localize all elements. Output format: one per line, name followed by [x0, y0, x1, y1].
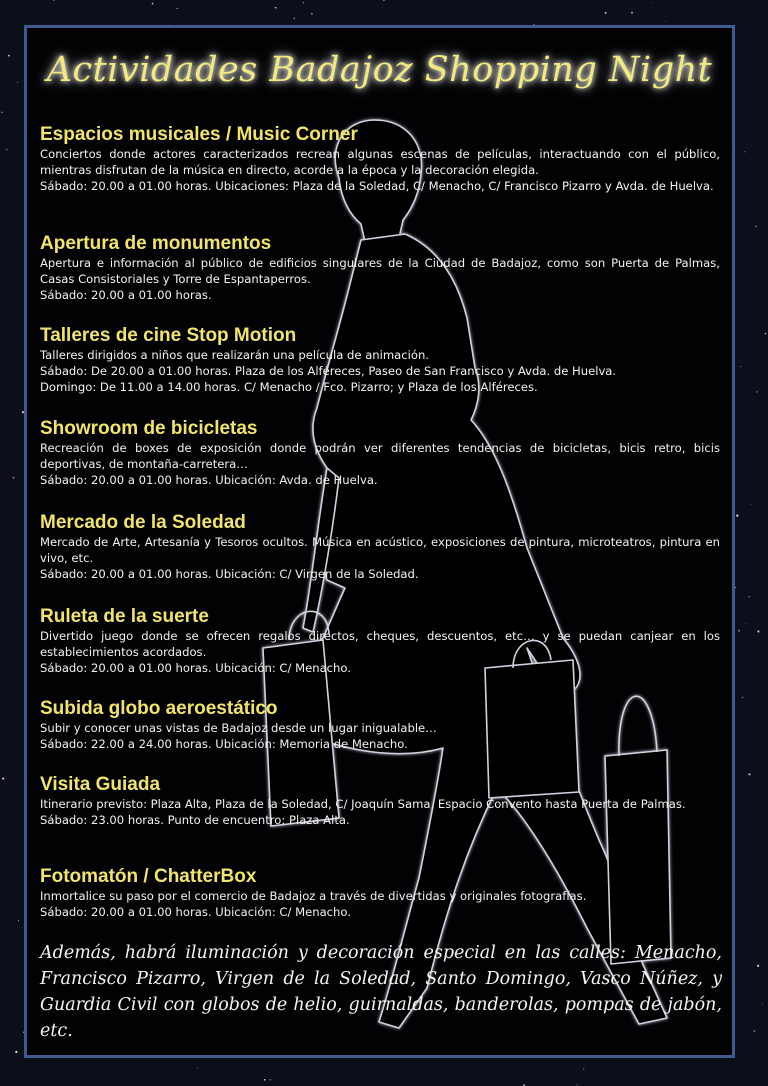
section-schedule: Sábado: 23.00 horas. Punto de encuentro: Plaza Alta. [40, 813, 350, 827]
section-mercado-soledad [40, 512, 720, 582]
poster-title: Actividades Badajoz Shopping Night [46, 50, 713, 90]
section-heading: Visita Guiada [40, 774, 161, 795]
section-description: Mercado de Arte, Artesanía y Tesoros ocultos. Música en acústico, exposiciones de pintura, microteatros, pintura en vivo, etc. [40, 535, 720, 565]
star-dot [6, 149, 8, 151]
section-heading: Showroom de bicicletas [40, 418, 258, 439]
footer-note: Además, habrá iluminación y decoración especial en las calles: Menacho, Francisco Pizarro, Virgen de la Soledad, Santo Domingo, Vasco Núñez, y Guardia Civil con globos de helio, guirnaldas, banderolas, pompas de jabón, etc. [40, 943, 722, 1041]
star-dot [18, 920, 19, 921]
star-dot [311, 13, 313, 15]
star-dot [605, 12, 607, 14]
star-dot [53, 0, 54, 1]
poster-frame [24, 25, 735, 1058]
section-music-corner [40, 124, 720, 194]
star-dot [757, 965, 759, 967]
star-dot [755, 226, 757, 228]
section-description: Subir y conocer unas vistas de Badajoz desde un lugar inigualable… [40, 721, 437, 735]
star-dot [264, 1079, 266, 1081]
section-heading: Fotomatón / ChatterBox [40, 866, 257, 887]
section-description: Talleres dirigidos a niños que realizarán una película de animación. [40, 348, 430, 362]
section-heading: Subida globo aeroestático [40, 698, 278, 719]
section-showroom-bicicletas [40, 418, 720, 488]
star-dot [742, 696, 744, 698]
section-schedule: Sábado: 20.00 a 01.00 horas. Ubicación: C/ Menacho. [40, 661, 351, 675]
star-dot [583, 1068, 584, 1069]
section-globo-aeroestatico [40, 698, 720, 752]
section-ruleta-suerte [40, 606, 720, 676]
section-description: Itinerario previsto: Plaza Alta, Plaza de la Soledad, C/ Joaquín Sama, Espacio Convento hasta Puerta de Palmas. [40, 797, 686, 811]
section-heading: Apertura de monumentos [40, 233, 272, 254]
star-dot [762, 1004, 763, 1005]
star-dot [176, 8, 177, 9]
section-schedule: Sábado: De 20.00 a 01.00 horas. Plaza de los Alféreces, Paseo de San Francisco y Avda. de Huelva. [40, 364, 617, 378]
star-dot [753, 1030, 755, 1032]
section-description: Recreación de boxes de exposición donde podrán ver diferentes tendencias de bicicletas, bicis retro, bicis deportivas, de montaña-carretera… [40, 441, 720, 471]
star-dot [653, 2, 654, 3]
star-dot [17, 82, 18, 83]
star-dot [576, 1084, 577, 1085]
star-dot [757, 322, 758, 323]
star-dot [749, 596, 750, 597]
section-visita-guiada [40, 774, 720, 828]
star-dot [13, 477, 15, 479]
section-heading: Talleres de cine Stop Motion [40, 325, 297, 346]
section-monumentos [40, 233, 720, 303]
section-description: Conciertos donde actores caracterizados recrean algunas escenas de películas, interactuando con el público, mientras disfrutan de la música en directo, acorde a la época y la decoración elegida. [40, 147, 720, 177]
section-schedule: Sábado: 20.00 a 01.00 horas. Ubicación: Avda. de Huelva. [40, 473, 378, 487]
star-dot [666, 21, 667, 22]
section-fotomaton [40, 866, 720, 920]
section-heading: Ruleta de la suerte [40, 606, 209, 627]
star-dot [631, 12, 633, 14]
star-dot [197, 1068, 198, 1069]
star-dot [383, 0, 385, 1]
section-description: Inmortalice su paso por el comercio de Badajoz a través de divertidas y originales fotografías. [40, 889, 587, 903]
star-dot [2, 777, 4, 779]
section-heading: Espacios musicales / Music Corner [40, 124, 358, 145]
star-dot [303, 2, 305, 4]
star-dot [746, 623, 747, 624]
section-heading: Mercado de la Soledad [40, 512, 246, 533]
star-dot [744, 151, 745, 152]
star-dot [738, 630, 740, 632]
star-dot [8, 55, 10, 57]
star-dot [270, 1079, 272, 1081]
star-dot [748, 773, 750, 775]
section-stop-motion [40, 325, 720, 395]
section-schedule: Sábado: 20.00 a 01.00 horas. [40, 288, 212, 302]
star-dot [750, 504, 751, 505]
section-schedule-sunday: Domingo: De 11.00 a 14.00 horas. C/ Menacho / Fco. Pizarro; y Plaza de los Alféreces. [40, 380, 538, 394]
star-dot [152, 3, 154, 5]
star-dot [756, 391, 757, 392]
star-dot [740, 366, 741, 367]
section-schedule: Sábado: 20.00 a 01.00 horas. Ubicación: C/ Virgen de la Soledad. [40, 567, 419, 581]
section-description: Apertura e información al público de edificios singulares de la Ciudad de Badajoz, como son Puerta de Palmas, Casas Consistoriales y Torre de Espantaperros. [40, 256, 720, 286]
star-dot [15, 1051, 17, 1053]
section-schedule: Sábado: 22.00 a 24.00 horas. Ubicación: Memoria de Menacho. [40, 737, 408, 751]
star-dot [294, 18, 295, 19]
star-dot [736, 514, 738, 516]
section-schedule: Sábado: 20.00 a 01.00 horas. Ubicaciones: Plaza de la Soledad, C/ Menacho, C/ Francisco Pizarro y Avda. de Huelva. [40, 179, 714, 193]
star-dot [275, 7, 277, 9]
star-dot [765, 333, 767, 335]
section-schedule: Sábado: 20.00 a 01.00 horas. Ubicación: C/ Menacho. [40, 905, 351, 919]
star-dot [757, 630, 759, 632]
section-description: Divertido juego donde se ofrecen regalos directos, cheques, descuentos, etc… y se puedan canjear en los establecimientos acordados. [40, 629, 720, 659]
star-dot [1, 112, 2, 113]
